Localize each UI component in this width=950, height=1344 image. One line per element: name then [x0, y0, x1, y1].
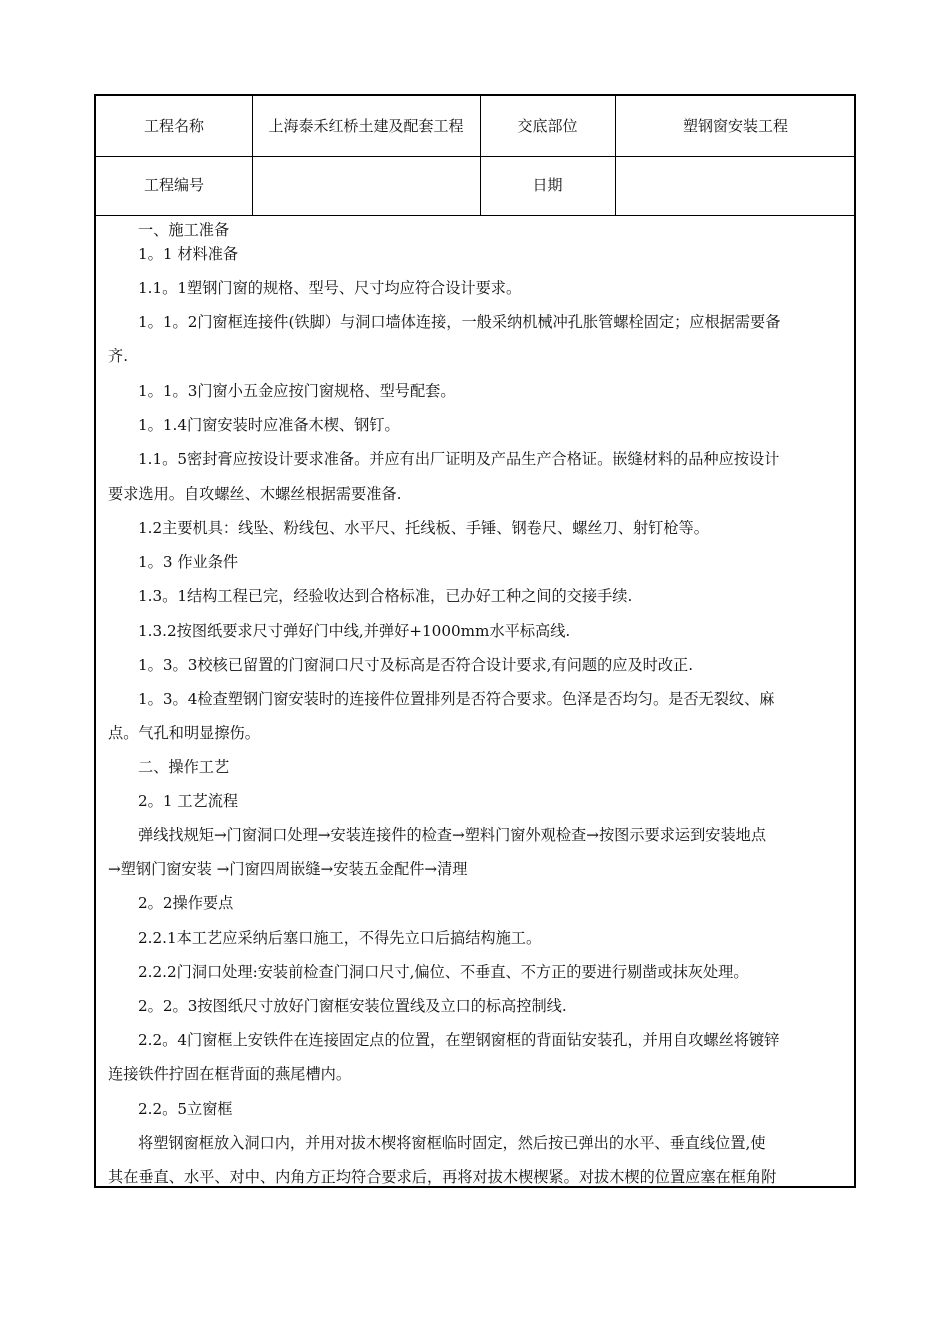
project-name-value: 上海泰禾红桥土建及配套工程 — [268, 116, 464, 135]
handover-part-label: 交底部位 — [517, 116, 578, 135]
body-line: 一、施工准备 — [138, 221, 230, 239]
body-line: →塑钢门窗安装 →门窗四周嵌缝→安装五金配件→清理 — [108, 860, 468, 878]
body-line: 齐. — [108, 347, 129, 365]
handover-part-value: 塑钢窗安装工程 — [682, 116, 788, 135]
document-body — [96, 215, 854, 1186]
body-line: 1。1。2门窗框连接件(铁脚）与洞口墙体连接，一般采纳机械冲孔胀管螺栓固定；应根据需要备 — [138, 313, 781, 331]
body-line: 2。2操作要点 — [138, 894, 234, 912]
body-line: 弹线找规矩→门窗洞口处理→安装连接件的检查→塑料门窗外观检查→按图示要求运到安装地点 — [138, 826, 767, 844]
body-line: 2.2.2门洞口处理:安装前检查门洞口尺寸,偏位、不垂直、不方正的要进行剔凿或抹灰处理。 — [138, 963, 749, 981]
body-line: 连接铁件拧固在框背面的燕尾槽内。 — [108, 1065, 351, 1083]
body-line: 要求选用。自攻螺丝、木螺丝根据需要准备. — [108, 485, 402, 503]
body-line: 1。3 作业条件 — [138, 553, 239, 571]
date-value — [615, 156, 856, 215]
body-line: 2。1 工艺流程 — [138, 792, 239, 810]
body-line: 1。1。3门窗小五金应按门窗规格、型号配套。 — [138, 382, 456, 400]
body-line: 1.1。1塑钢门窗的规格、型号、尺寸均应符合设计要求。 — [138, 279, 522, 297]
body-line: 1。1.4门窗安装时应准备木楔、钢钉。 — [138, 416, 400, 434]
project-no-label: 工程编号 — [143, 176, 204, 194]
body-line: 点。气孔和明显擦伤。 — [108, 724, 260, 742]
body-line: 将塑钢窗框放入洞口内，并用对拔木楔将窗框临时固定，然后按已弹出的水平、垂直线位置,使 — [138, 1134, 766, 1152]
body-line: 1。3。3校核已留置的门窗洞口尺寸及标高是否符合设计要求,有问题的应及时改正. — [138, 656, 694, 674]
body-line: 其在垂直、水平、对中、内角方正均符合要求后，再将对拔木楔楔紧。对拔木楔的位置应塞在框角附 — [108, 1168, 777, 1186]
header-row-2 — [96, 156, 854, 216]
body-line: 1.2主要机具：线坠、粉线包、水平尺、托线板、手锤、钢卷尺、螺丝刀、射钉枪等。 — [138, 519, 709, 537]
body-line: 1.3.2按图纸要求尺寸弹好门中线,并弹好+1000mm水平标高线. — [138, 622, 571, 640]
body-line: 1.3。1结构工程已完，经验收达到合格标准，已办好工种之间的交接手续. — [138, 587, 633, 605]
header-row-1 — [96, 96, 854, 157]
body-line: 1。1 材料准备 — [138, 245, 239, 263]
body-line: 2.2。5立窗框 — [138, 1100, 233, 1118]
body-line: 2.2。4门窗框上安铁件在连接固定点的位置，在塑钢窗框的背面钻安装孔，并用自攻螺丝将镀锌 — [138, 1031, 780, 1049]
body-line: 1.1。5密封膏应按设计要求准备。并应有出厂证明及产品生产合格证。嵌缝材料的品种应按设计 — [138, 450, 780, 468]
body-line: 二、操作工艺 — [138, 758, 230, 776]
body-line: 2。2。3按图纸尺寸放好门窗框安装位置线及立口的标高控制线. — [138, 997, 567, 1015]
body-line: 1。3。4检查塑钢门窗安装时的连接件位置排列是否符合要求。色泽是否均匀。是否无裂纹、麻 — [138, 690, 775, 708]
body-line: 2.2.1本工艺应采纳后塞口施工，不得先立口后搞结构施工。 — [138, 929, 542, 947]
project-no-value — [252, 156, 480, 215]
project-name-label: 工程名称 — [143, 116, 204, 135]
date-label: 日期 — [532, 176, 563, 194]
handover-document — [94, 94, 856, 1188]
